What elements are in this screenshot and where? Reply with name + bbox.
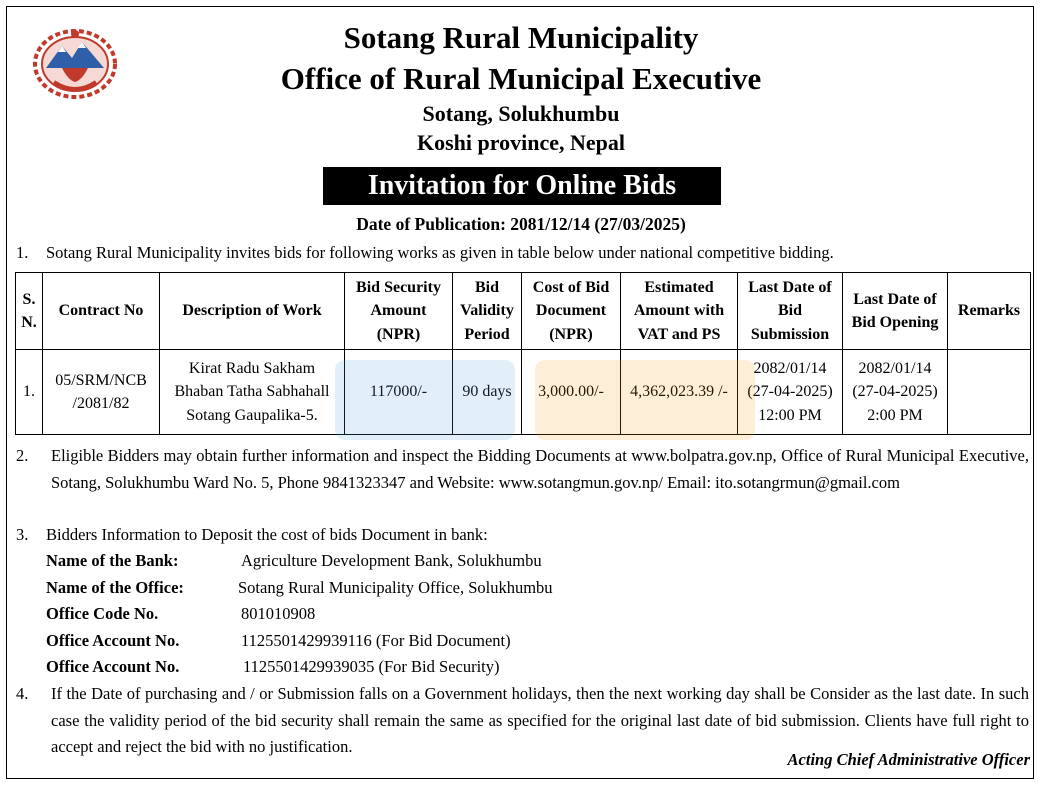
bank-detail-row	[46, 575, 553, 602]
bank-detail-label: Name of the Bank:	[46, 551, 179, 570]
signatory-title: Acting Chief Administrative Officer	[787, 750, 1030, 769]
item-3-text: Bidders Information to Deposit the cost of bids Document in bank:	[46, 525, 488, 544]
header-sn: S. N.	[16, 273, 43, 350]
header-cost-of-document: Cost of Bid Document (NPR)	[522, 273, 621, 350]
cell-last-date-submission: 2082/01/14 (27-04-2025) 12:00 PM	[738, 350, 843, 435]
item-2-number: 2.	[16, 446, 29, 465]
bank-detail-label: Office Code No.	[46, 604, 159, 623]
cell-sn: 1.	[16, 350, 43, 435]
header-bid-validity: Bid Validity Period	[453, 273, 522, 350]
bank-detail-value: 801010908	[241, 604, 316, 623]
bank-detail-row	[46, 548, 542, 575]
municipality-name: Sotang Rural Municipality	[343, 20, 699, 55]
cell-bid-security: 117000/-	[345, 350, 453, 435]
item-3-number: 3.	[16, 525, 29, 544]
header-last-date-submission: Last Date of Bid Submission	[738, 273, 843, 350]
item-1-text: Sotang Rural Municipality invites bids for following works as given in table below under national competitive bidding.	[46, 243, 834, 262]
bank-detail-row	[46, 654, 500, 681]
cell-bid-validity: 90 days	[453, 350, 522, 435]
cell-last-date-opening: 2082/01/14 (27-04-2025) 2:00 PM	[843, 350, 948, 435]
header-description: Description of Work	[160, 273, 345, 350]
bank-detail-label: Office Account No.	[46, 631, 180, 650]
office-name: Office of Rural Municipal Executive	[280, 61, 762, 96]
notice-title: Invitation for Online Bids	[323, 167, 721, 205]
cell-estimated-amount: 4,362,023.39 /-	[621, 350, 738, 435]
bids-table	[15, 272, 1031, 435]
bank-detail-value: Sotang Rural Municipality Office, Solukhumbu	[238, 578, 553, 597]
cell-remarks	[948, 350, 1031, 435]
bank-detail-value: 1125501429939035 (For Bid Security)	[243, 657, 500, 676]
item-1-number: 1.	[16, 243, 29, 262]
header-last-date-opening: Last Date of Bid Opening	[843, 273, 948, 350]
bank-detail-label: Name of the Office:	[46, 578, 184, 597]
table-row	[16, 350, 1031, 435]
bank-detail-label: Office Account No.	[46, 657, 180, 676]
bank-detail-value: 1125501429939116 (For Bid Document)	[241, 631, 511, 650]
item-4-number: 4.	[16, 684, 29, 703]
header-estimated-amount: Estimated Amount with VAT and PS	[621, 273, 738, 350]
bank-detail-value: Agriculture Development Bank, Solukhumbu	[241, 551, 542, 570]
cell-contract-no: 05/SRM/NCB /2081/82	[43, 350, 160, 435]
office-province: Koshi province, Nepal	[416, 130, 625, 155]
bank-detail-row	[46, 628, 511, 655]
header-contract-no: Contract No	[43, 273, 160, 350]
bank-detail-row	[46, 601, 315, 628]
header-remarks: Remarks	[948, 273, 1031, 350]
cell-description: Kirat Radu Sakham Bhaban Tatha Sabhahall Sotang Gaupalika-5.	[160, 350, 345, 435]
cell-cost-of-document: 3,000.00/-	[522, 350, 621, 435]
office-location: Sotang, Solukhumbu	[422, 101, 620, 126]
header-bid-security: Bid Security Amount (NPR)	[345, 273, 453, 350]
item-2-text: Eligible Bidders may obtain further information and inspect the Bidding Documents at www.bolpatra.gov.np, Office of Rural Municipal Executive, Sotang, Solukhumbu Ward No. 5, Phone 9841323347 and Website: www.sotangmun.gov.np/ Email: ito.sotangrmun@gmail.com	[51, 446, 1029, 492]
item-4-text: If the Date of purchasing and / or Submission falls on a Government holidays, then the next working day shall be Consider as the last date. In such case the validity period of the bid security shall remain the same as specified for the original last date of bid submission. Clients have full right to accept and reject the bid with no justification.	[51, 684, 1029, 756]
publication-date: Date of Publication: 2081/12/14 (27/03/2025)	[356, 214, 686, 234]
table-header-row	[16, 273, 1031, 350]
